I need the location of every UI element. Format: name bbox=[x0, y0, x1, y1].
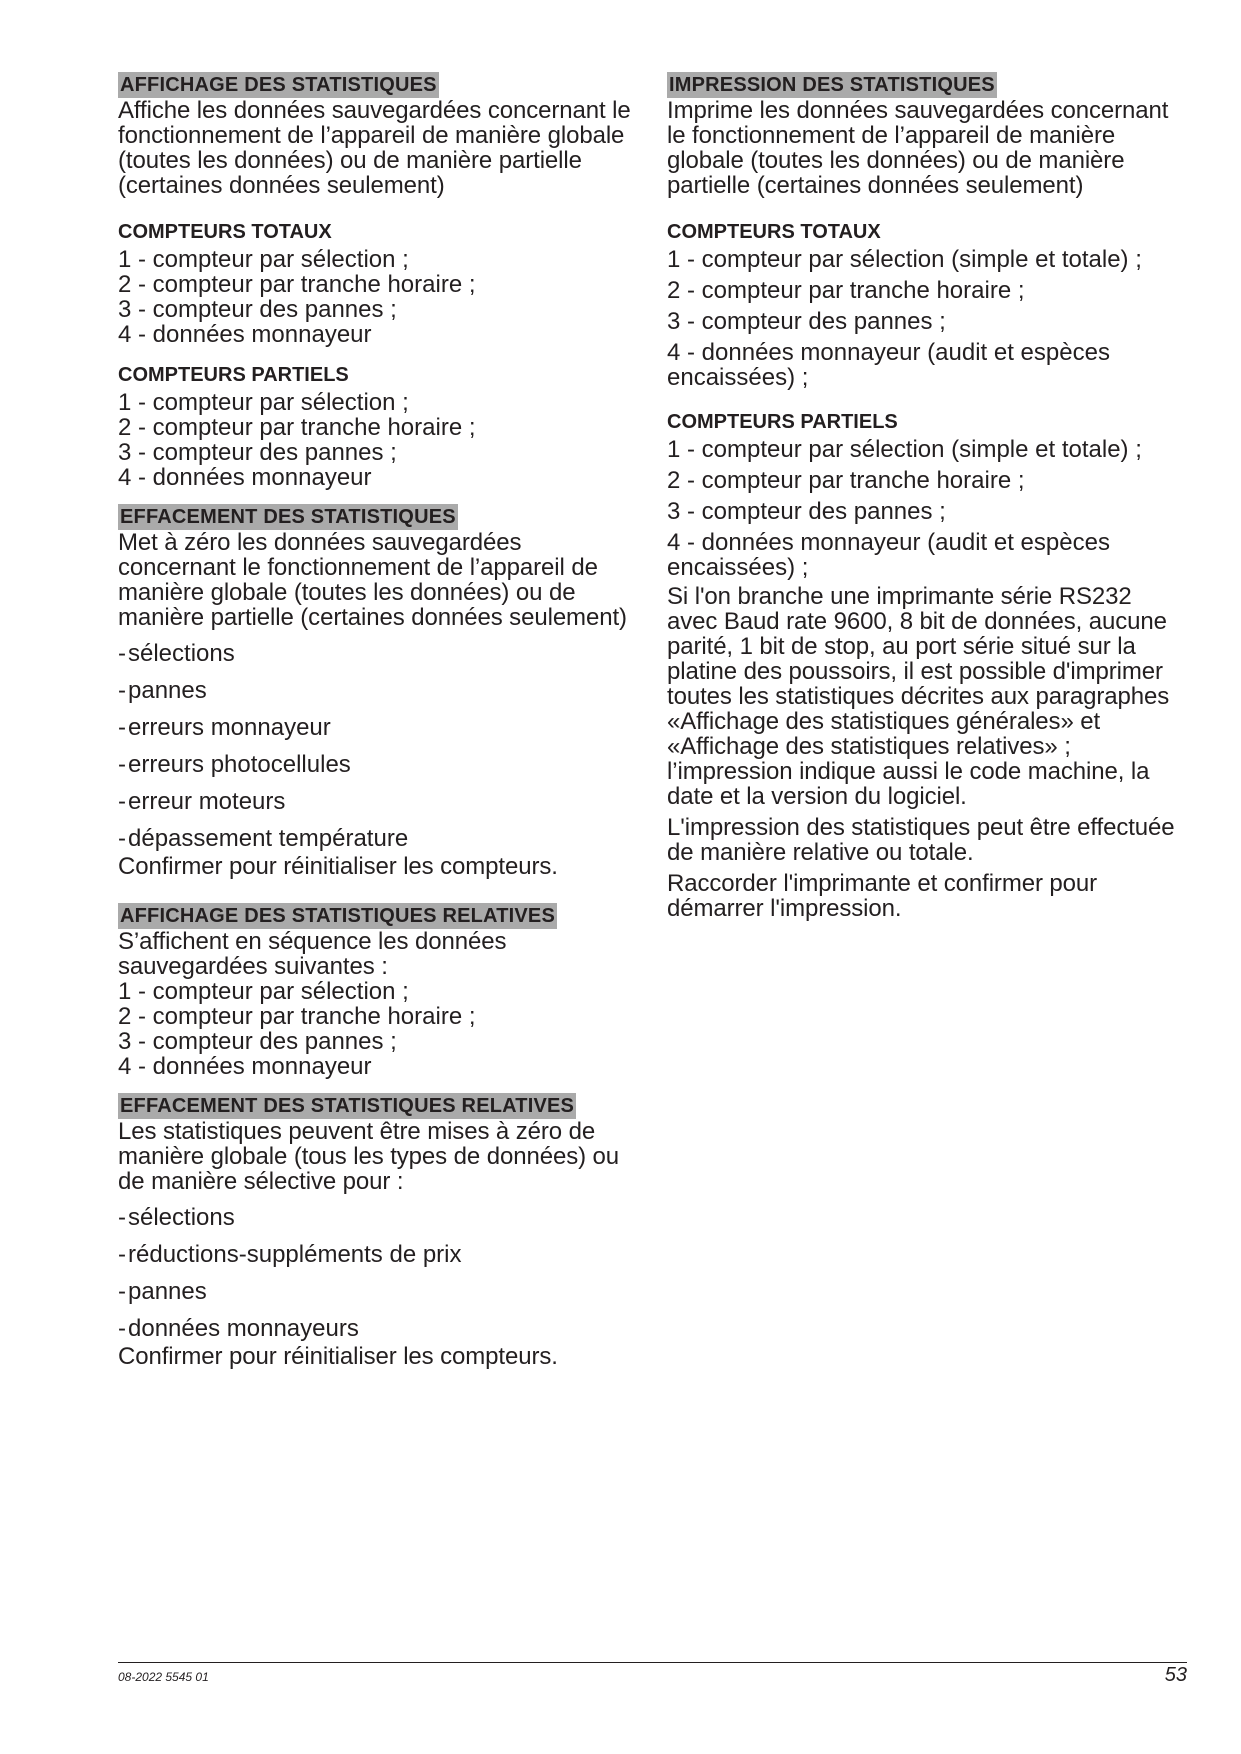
document-code: 08-2022 5545 01 bbox=[118, 1670, 209, 1684]
list-item: 1 - compteur par sélection (simple et totale) ; bbox=[667, 436, 1142, 463]
confirm-text: Confirmer pour réinitialiser les compteurs. bbox=[118, 853, 558, 880]
subheading-partiels: COMPTEURS PARTIELS bbox=[118, 364, 349, 386]
dash-item: - dépassement température bbox=[118, 826, 638, 852]
section-effacement-relatives bbox=[118, 1093, 638, 1369]
list-item: 3 - compteur des pannes ; bbox=[667, 308, 946, 335]
dash-item: - réductions-suppléments de prix bbox=[118, 1242, 638, 1268]
subheading-totaux: COMPTEURS TOTAUX bbox=[667, 221, 881, 243]
paragraph: Si l'on branche une imprimante série RS232 avec Baud rate 9600, 8 bit de données, aucune parité, 1 bit de stop, au port série situé sur la platine des poussoirs, il est possible d'imprimer toutes les statistiques décrites aux paragraphes «Affichage des statistiques générales» et «Affichage des statistiques relatives» ; l’impression indique aussi le code machine, la date et la version du logiciel. bbox=[667, 583, 1170, 810]
section-text: S’affichent en séquence les données sauvegardées suivantes : bbox=[118, 928, 507, 980]
section-text: Affiche les données sauvegardées concernant le fonctionnement de l’appareil de manière globale (toutes les données) ou de manière partielle (certaines données seulement) bbox=[118, 97, 631, 199]
list-item: 4 - données monnayeur bbox=[118, 1053, 372, 1080]
section-heading: AFFICHAGE DES STATISTIQUES RELATIVES bbox=[120, 905, 556, 927]
dash-item: - pannes bbox=[118, 1279, 638, 1305]
footer-rule bbox=[118, 1662, 1187, 1663]
list-item: 4 - données monnayeur (audit et espèces encaissées) ; bbox=[667, 529, 1110, 581]
list-item: 2 - compteur par tranche horaire ; bbox=[667, 467, 1025, 494]
left-column bbox=[118, 72, 638, 1369]
section-effacement bbox=[118, 504, 638, 879]
list-item: 1 - compteur par sélection ; bbox=[118, 389, 409, 416]
dash-item: - erreurs monnayeur bbox=[118, 715, 638, 741]
list-item: 4 - données monnayeur (audit et espèces encaissées) ; bbox=[667, 339, 1110, 391]
section-heading: EFFACEMENT DES STATISTIQUES bbox=[120, 506, 456, 528]
dash-item: - erreur moteurs bbox=[118, 789, 638, 815]
list-item: 4 - données monnayeur bbox=[118, 464, 372, 491]
list-item: 3 - compteur des pannes ; bbox=[118, 439, 397, 466]
right-column bbox=[667, 72, 1187, 921]
list-item: 2 - compteur par tranche horaire ; bbox=[118, 271, 476, 298]
dash-item: - sélections bbox=[118, 641, 638, 667]
page-number: 53 bbox=[1164, 1664, 1187, 1686]
section-heading: EFFACEMENT DES STATISTIQUES RELATIVES bbox=[120, 1095, 575, 1117]
section-text: Met à zéro les données sauvegardées concernant le fonctionnement de l’appareil de manière globale (toutes les données) ou de manière partielle (certaines données seulement) bbox=[118, 529, 627, 631]
list-item: 2 - compteur par tranche horaire ; bbox=[118, 1003, 476, 1030]
section-text: Imprime les données sauvegardées concernant le fonctionnement de l’appareil de manière globale (toutes les données) ou de manière partielle (certaines données seulement) bbox=[667, 97, 1169, 199]
section-affichage-relatives bbox=[118, 903, 638, 1079]
paragraph: Raccorder l'imprimante et confirmer pour démarrer l'impression. bbox=[667, 870, 1098, 922]
list-item: 1 - compteur par sélection (simple et totale) ; bbox=[667, 246, 1142, 273]
confirm-text: Confirmer pour réinitialiser les compteurs. bbox=[118, 1343, 558, 1370]
list-item: 4 - données monnayeur bbox=[118, 321, 372, 348]
section-heading: IMPRESSION DES STATISTIQUES bbox=[669, 74, 995, 96]
list-item: 1 - compteur par sélection ; bbox=[118, 978, 409, 1005]
paragraph: L'impression des statistiques peut être effectuée de manière relative ou totale. bbox=[667, 814, 1175, 866]
list-item: 3 - compteur des pannes ; bbox=[667, 498, 946, 525]
section-heading: AFFICHAGE DES STATISTIQUES bbox=[120, 74, 437, 96]
dash-item: - erreurs photocellules bbox=[118, 752, 638, 778]
list-item: 3 - compteur des pannes ; bbox=[118, 296, 397, 323]
list-item: 3 - compteur des pannes ; bbox=[118, 1028, 397, 1055]
list-item: 1 - compteur par sélection ; bbox=[118, 246, 409, 273]
section-text: Les statistiques peuvent être mises à zéro de manière globale (tous les types de données) ou de manière sélective pour : bbox=[118, 1118, 620, 1195]
dash-item: - sélections bbox=[118, 1205, 638, 1231]
dash-item: - données monnayeurs bbox=[118, 1316, 638, 1342]
subheading-partiels: COMPTEURS PARTIELS bbox=[667, 411, 898, 433]
list-item: 2 - compteur par tranche horaire ; bbox=[118, 414, 476, 441]
list-item: 2 - compteur par tranche horaire ; bbox=[667, 277, 1025, 304]
subheading-totaux: COMPTEURS TOTAUX bbox=[118, 221, 332, 243]
dash-item: - pannes bbox=[118, 678, 638, 704]
section-affichage bbox=[118, 72, 638, 490]
